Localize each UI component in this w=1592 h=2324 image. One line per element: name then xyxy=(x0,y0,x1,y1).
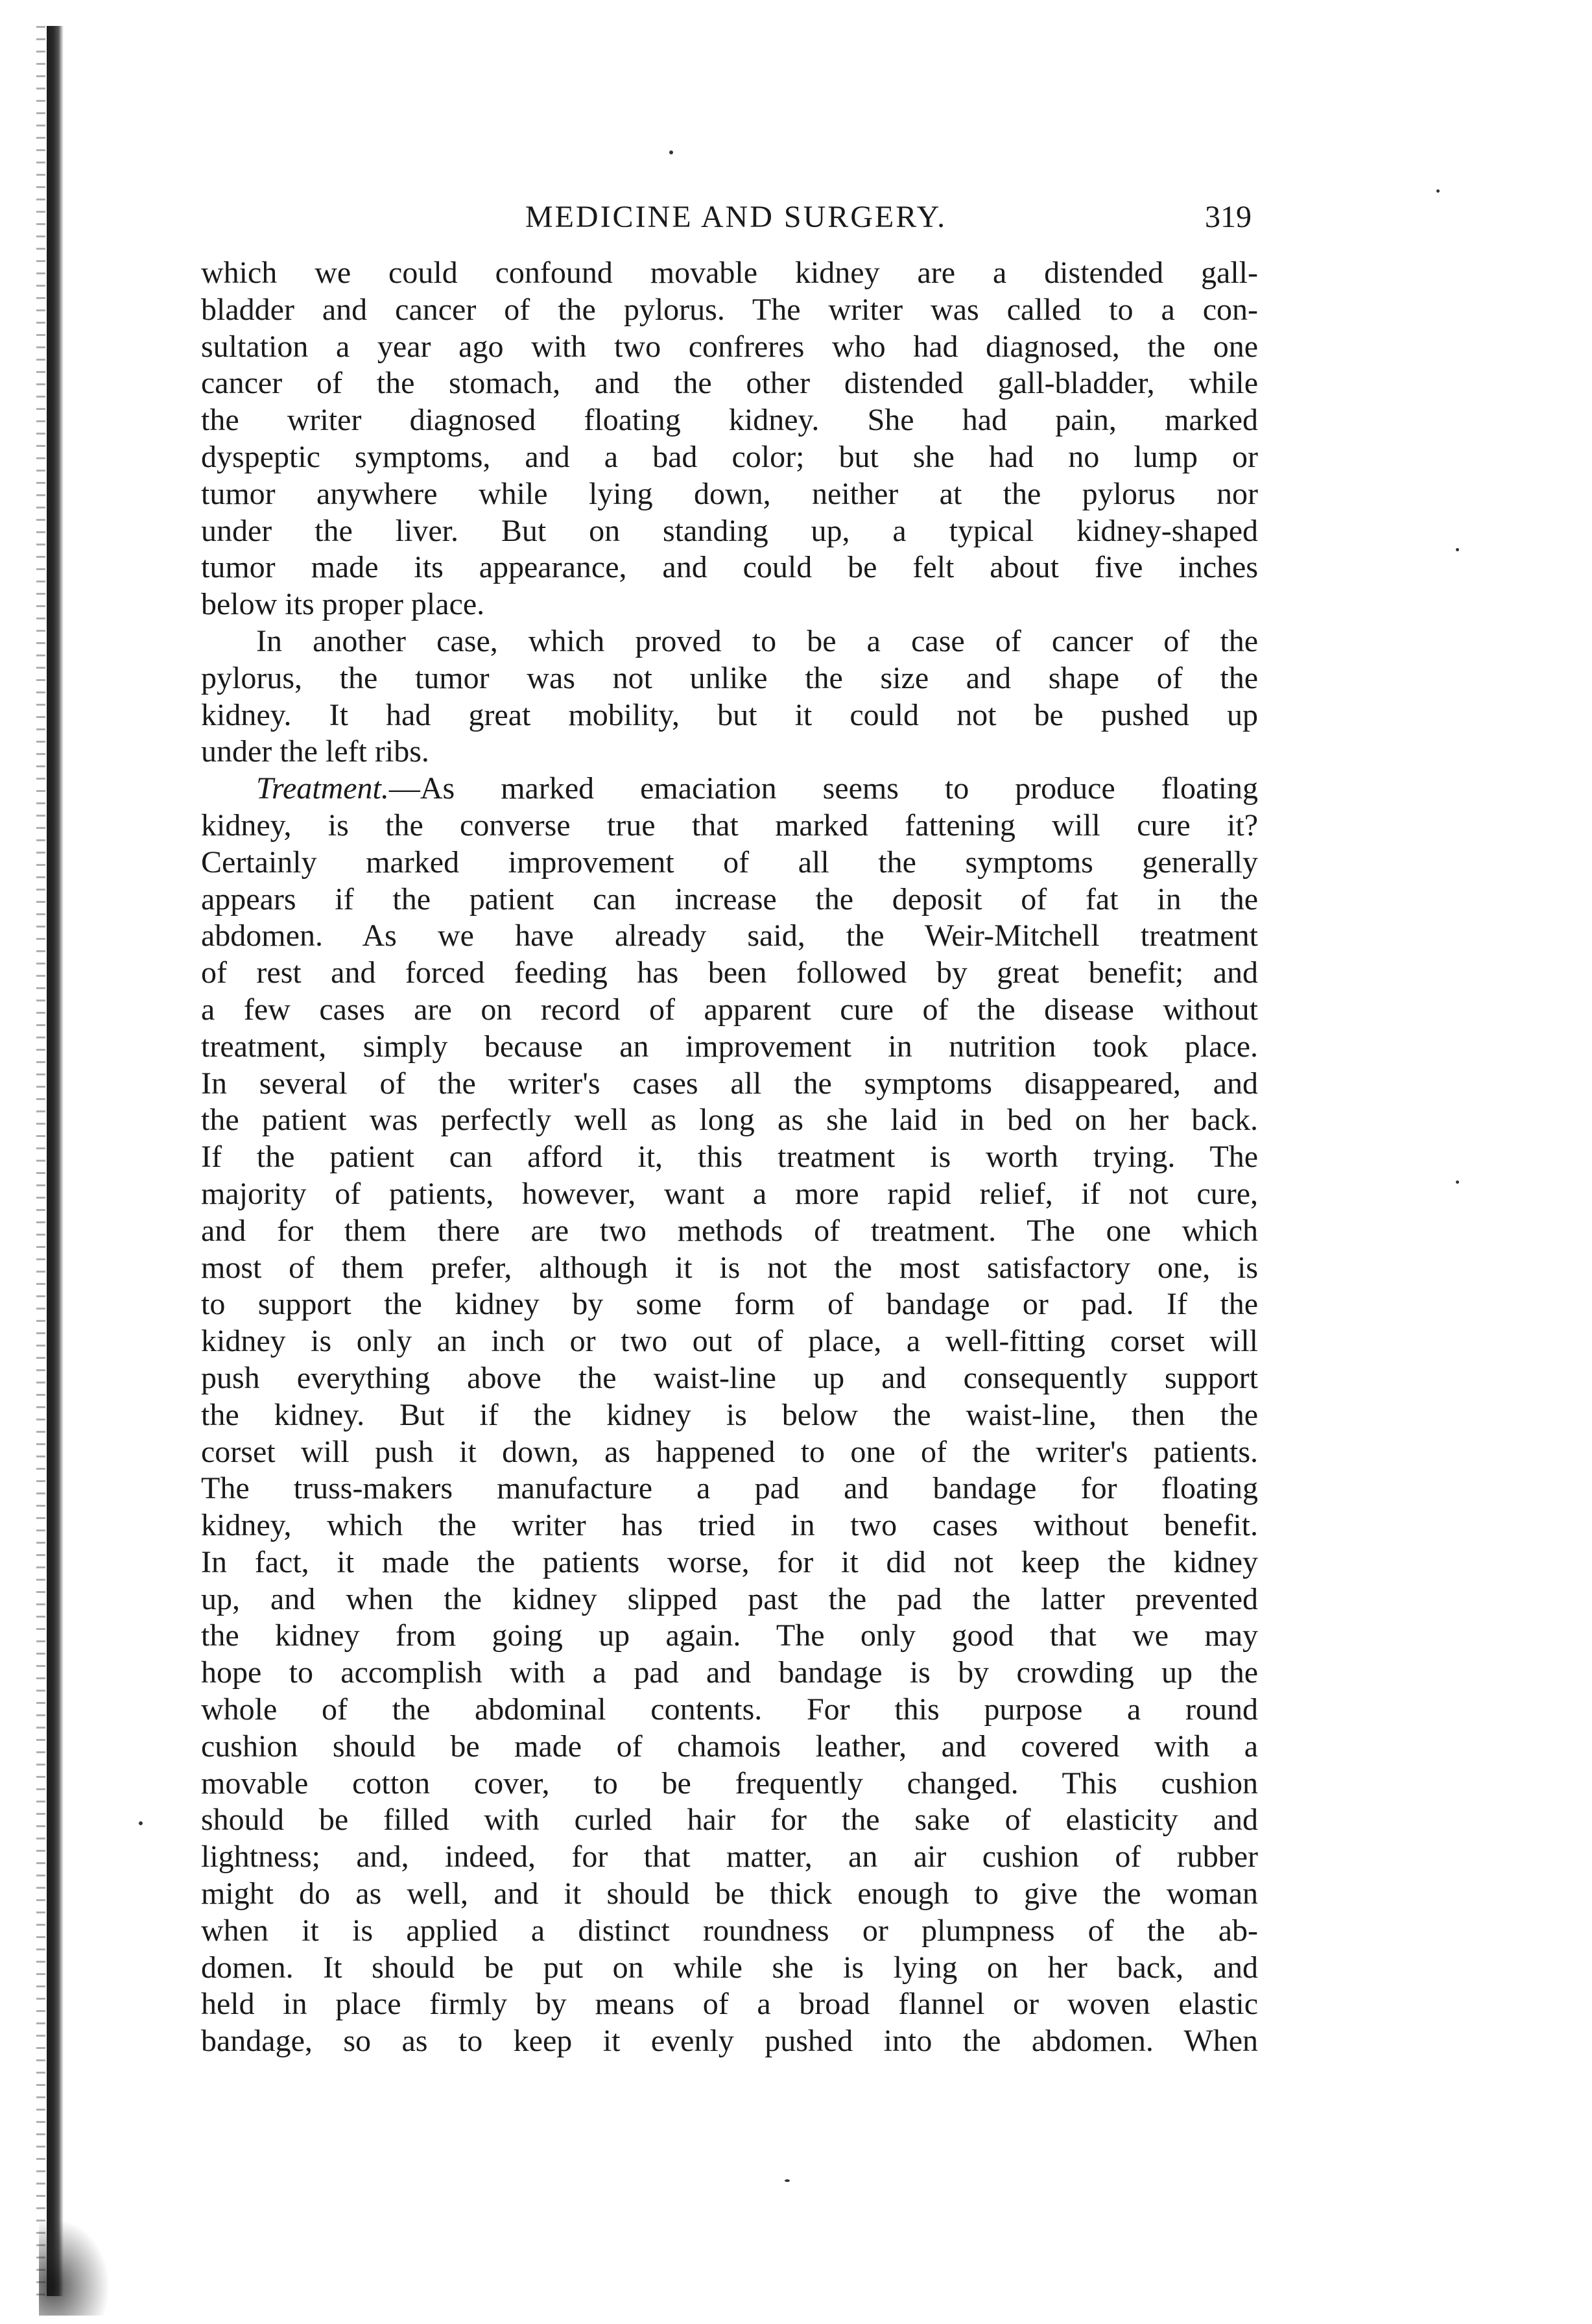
text-line: majority of patients, however, want a more rapid relief, if not cure, xyxy=(201,1176,1258,1211)
text-line: most of them prefer, although it is not the most satisfactory one, is xyxy=(201,1250,1258,1285)
text-line: the kidney. But if the kidney is below the waist-line, then the xyxy=(201,1397,1258,1432)
text-line: when it is applied a distinct roundness or plumpness of the ab- xyxy=(201,1913,1258,1948)
text-line: the kidney from going up again. The only good that we may xyxy=(201,1618,1258,1653)
text-line: which we could confound movable kidney are a distended gall- xyxy=(201,256,1258,290)
text-line: corset will push it down, as happened to one of the writer's patients. xyxy=(201,1434,1258,1469)
text-line: kidney is only an inch or two out of place, a well-fitting corset will xyxy=(201,1324,1258,1359)
text-line: kidney. It had great mobility, but it could not be pushed up xyxy=(201,697,1258,732)
paper-speck xyxy=(1456,1180,1459,1184)
text-line: kidney, is the converse true that marked fattening will cure it? xyxy=(201,808,1258,843)
text-line: under the liver. But on standing up, a typical kidney-shaped xyxy=(201,513,1258,548)
binding-corner-stain xyxy=(39,2218,110,2316)
text-line xyxy=(201,771,1258,808)
paper-speck xyxy=(139,1821,143,1825)
paper-speck xyxy=(785,2179,790,2182)
text-line: hope to accomplish with a pad and bandage is by crowding up the xyxy=(201,1655,1258,1690)
text-line: Certainly marked improvement of all the symptoms generally xyxy=(201,845,1258,880)
running-head xyxy=(201,195,1271,240)
text-line: might do as well, and it should be thick enough to give the woman xyxy=(201,1876,1258,1911)
text-line: tumor anywhere while lying down, neither at the pylorus nor xyxy=(201,476,1258,511)
body-text xyxy=(201,255,1258,2060)
text-line: a few cases are on record of apparent cure of the disease without xyxy=(201,992,1258,1027)
page-binding-edge xyxy=(47,26,64,2296)
text-line: lightness; and, indeed, for that matter, an air cushion of rubber xyxy=(201,1839,1258,1875)
text-line: The truss-makers manufacture a pad and bandage for floating xyxy=(201,1471,1258,1506)
text-line: pylorus, the tumor was not unlike the size and shape of the xyxy=(201,660,1258,695)
paper-speck xyxy=(1456,548,1459,551)
page-number: 319 xyxy=(1205,200,1252,234)
text-line: and for them there are two methods of treatment. The one which xyxy=(201,1213,1258,1248)
text-line: domen. It should be put on while she is lying on her back, and xyxy=(201,1950,1258,1985)
paper-speck xyxy=(669,150,673,154)
text-line: In several of the writer's cases all the symptoms disappeared, and xyxy=(201,1066,1258,1101)
paper-speck xyxy=(1436,189,1440,193)
text-line: In another case, which proved to be a case of cancer of the xyxy=(256,623,1258,658)
text-line: the patient was perfectly well as long as she laid in bed on her back. xyxy=(201,1103,1258,1138)
section-heading: Treatment. xyxy=(256,771,389,806)
text-line: appears if the patient can increase the deposit of fat in the xyxy=(201,881,1258,916)
text-line: below its proper place. xyxy=(201,587,485,622)
text-line: sultation a year ago with two confreres who had diagnosed, the one xyxy=(201,329,1258,364)
text-line: movable cotton cover, to be frequently changed. This cushion xyxy=(201,1766,1258,1801)
text-line: should be filled with curled hair for the sake of elasticity and xyxy=(201,1803,1258,1838)
running-title: MEDICINE AND SURGERY. xyxy=(525,200,947,234)
text-line: cancer of the stomach, and the other distended gall-bladder, while xyxy=(201,366,1258,401)
text-line: the writer diagnosed floating kidney. She had pain, marked xyxy=(201,403,1258,438)
text-line: under the left ribs. xyxy=(201,734,429,769)
text-line: bandage, so as to keep it evenly pushed into the abdomen. When xyxy=(201,2024,1258,2059)
text-line: cushion should be made of chamois leather, and covered with a xyxy=(201,1729,1258,1764)
text-line: whole of the abdominal contents. For this purpose a round xyxy=(201,1692,1258,1727)
text-line: kidney, which the writer has tried in two cases without benefit. xyxy=(201,1508,1258,1543)
binding-specks xyxy=(36,26,45,2296)
text-line: held in place firmly by means of a broad flannel or woven elastic xyxy=(201,1987,1258,2022)
text-line: abdomen. As we have already said, the Weir-Mitchell treatment xyxy=(201,918,1258,953)
text-line: treatment, simply because an improvement in nutrition took place. xyxy=(201,1029,1258,1064)
text-line: bladder and cancer of the pylorus. The writer was called to a con- xyxy=(201,292,1258,327)
text-line: dyspeptic symptoms, and a bad color; but she had no lump or xyxy=(201,439,1258,474)
text-line: tumor made its appearance, and could be felt about five inches xyxy=(201,550,1258,585)
text-line: up, and when the kidney slipped past the pad the latter prevented xyxy=(201,1581,1258,1616)
text-line: If the patient can afford it, this treatment is worth trying. The xyxy=(201,1140,1258,1175)
text-line: to support the kidney by some form of bandage or pad. If the xyxy=(201,1287,1258,1322)
text-line-content: —As marked emaciation seems to produce floating xyxy=(388,771,1258,806)
text-line: push everything above the waist-line up and consequently support xyxy=(201,1360,1258,1395)
text-line: In fact, it made the patients worse, for it did not keep the kidney xyxy=(201,1544,1258,1579)
text-line: of rest and forced feeding has been followed by great benefit; and xyxy=(201,955,1258,990)
